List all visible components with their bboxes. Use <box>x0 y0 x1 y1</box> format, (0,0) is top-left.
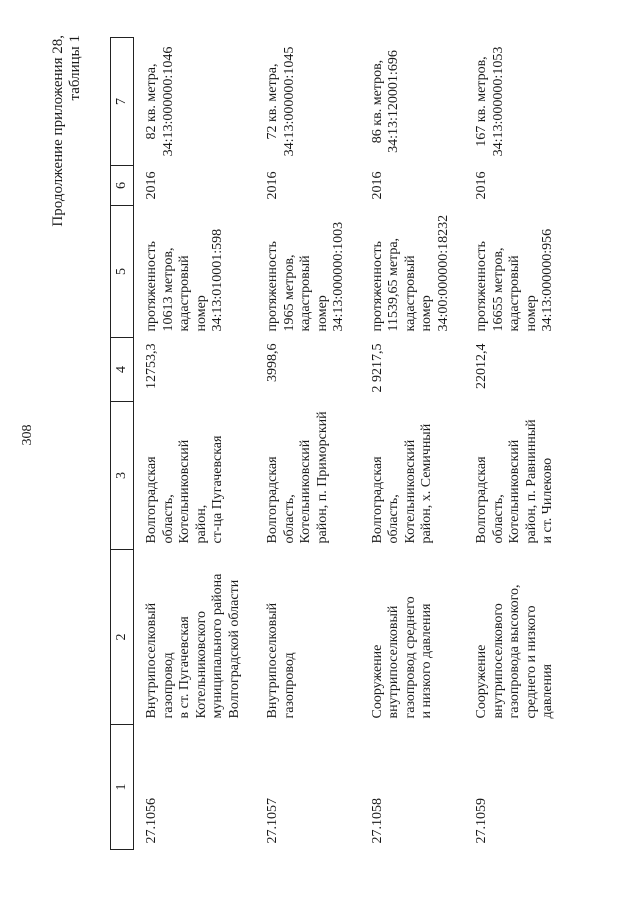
property-table <box>110 37 569 850</box>
table-row <box>134 38 256 850</box>
object-year: 2016 <box>474 171 489 200</box>
object-value: 22012,4 <box>474 343 489 389</box>
object-description: протяженность 16655 метров, кадастровый номер 34:13:000000:956 <box>474 228 555 332</box>
object-year: 2016 <box>144 171 159 200</box>
object-address: Волгоградская область, Котельниковский район, ст-ца Пугачевская <box>144 435 225 544</box>
object-description: протяженность 1965 метров, кадастровый номер 34:13:000000:1003 <box>265 221 346 332</box>
column-number-4: 4 <box>111 338 134 402</box>
column-numbers-row <box>111 38 134 850</box>
column-number-1: 1 <box>111 725 134 850</box>
object-value: 2 9217,5 <box>369 343 385 393</box>
row-number: 27.1057 <box>265 798 280 844</box>
column-number-3: 3 <box>111 402 134 550</box>
object-value: 12753,3 <box>144 343 159 389</box>
table-row <box>255 38 360 850</box>
object-year: 2016 <box>369 171 385 200</box>
object-address: Волгоградская область, Котельниковский район, п. Приморский <box>265 411 330 544</box>
land-plot: 86 кв. метров, 34:13:120001:696 <box>369 50 401 153</box>
object-address: Волгоградская область, Котельниковский район, х. Семичный <box>369 423 434 544</box>
column-number-7: 7 <box>111 38 134 166</box>
object-name: Внутрипоселковый газопровод <box>265 602 297 719</box>
object-description: протяженность 10613 метров, кадастровый номер 34:13:010001:598 <box>144 228 225 332</box>
object-value: 3998,6 <box>265 343 280 382</box>
object-year: 2016 <box>265 171 280 200</box>
object-name: Внутрипоселковый газопровод в ст. Пугачевская Котельниковского муниципального района Волгоградской области <box>144 573 242 719</box>
row-number: 27.1059 <box>474 798 489 844</box>
continuation-note: Продолжение приложения 28, таблицы 1 <box>50 35 83 227</box>
land-plot: 82 кв. метра, 34:13:000000:1046 <box>144 46 176 157</box>
object-description: протяженность 11539,65 метра, кадастровый номер 34:00:000000:18232 <box>369 214 451 332</box>
column-number-2: 2 <box>111 550 134 725</box>
page-number: 308 <box>20 424 35 446</box>
object-name: Сооружение внутрипоселковый газопровод среднего и низкого давления <box>369 596 434 719</box>
row-number: 27.1056 <box>144 798 159 844</box>
object-address: Волгоградская область, Котельниковский район, п. Равнинный и ст. Чилеково <box>474 419 555 544</box>
land-plot: 72 кв. метра, 34:13:000000:1045 <box>265 46 297 157</box>
object-name: Сооружение внутрипоселкового газопровода высокого, среднего и низкого давления <box>474 584 555 719</box>
column-number-6: 6 <box>111 166 134 206</box>
table-row <box>464 38 569 850</box>
row-number: 27.1058 <box>369 798 385 844</box>
column-number-5: 5 <box>111 206 134 338</box>
land-plot: 167 кв. метров, 34:13:000000:1053 <box>474 46 506 157</box>
table-row <box>360 38 465 850</box>
